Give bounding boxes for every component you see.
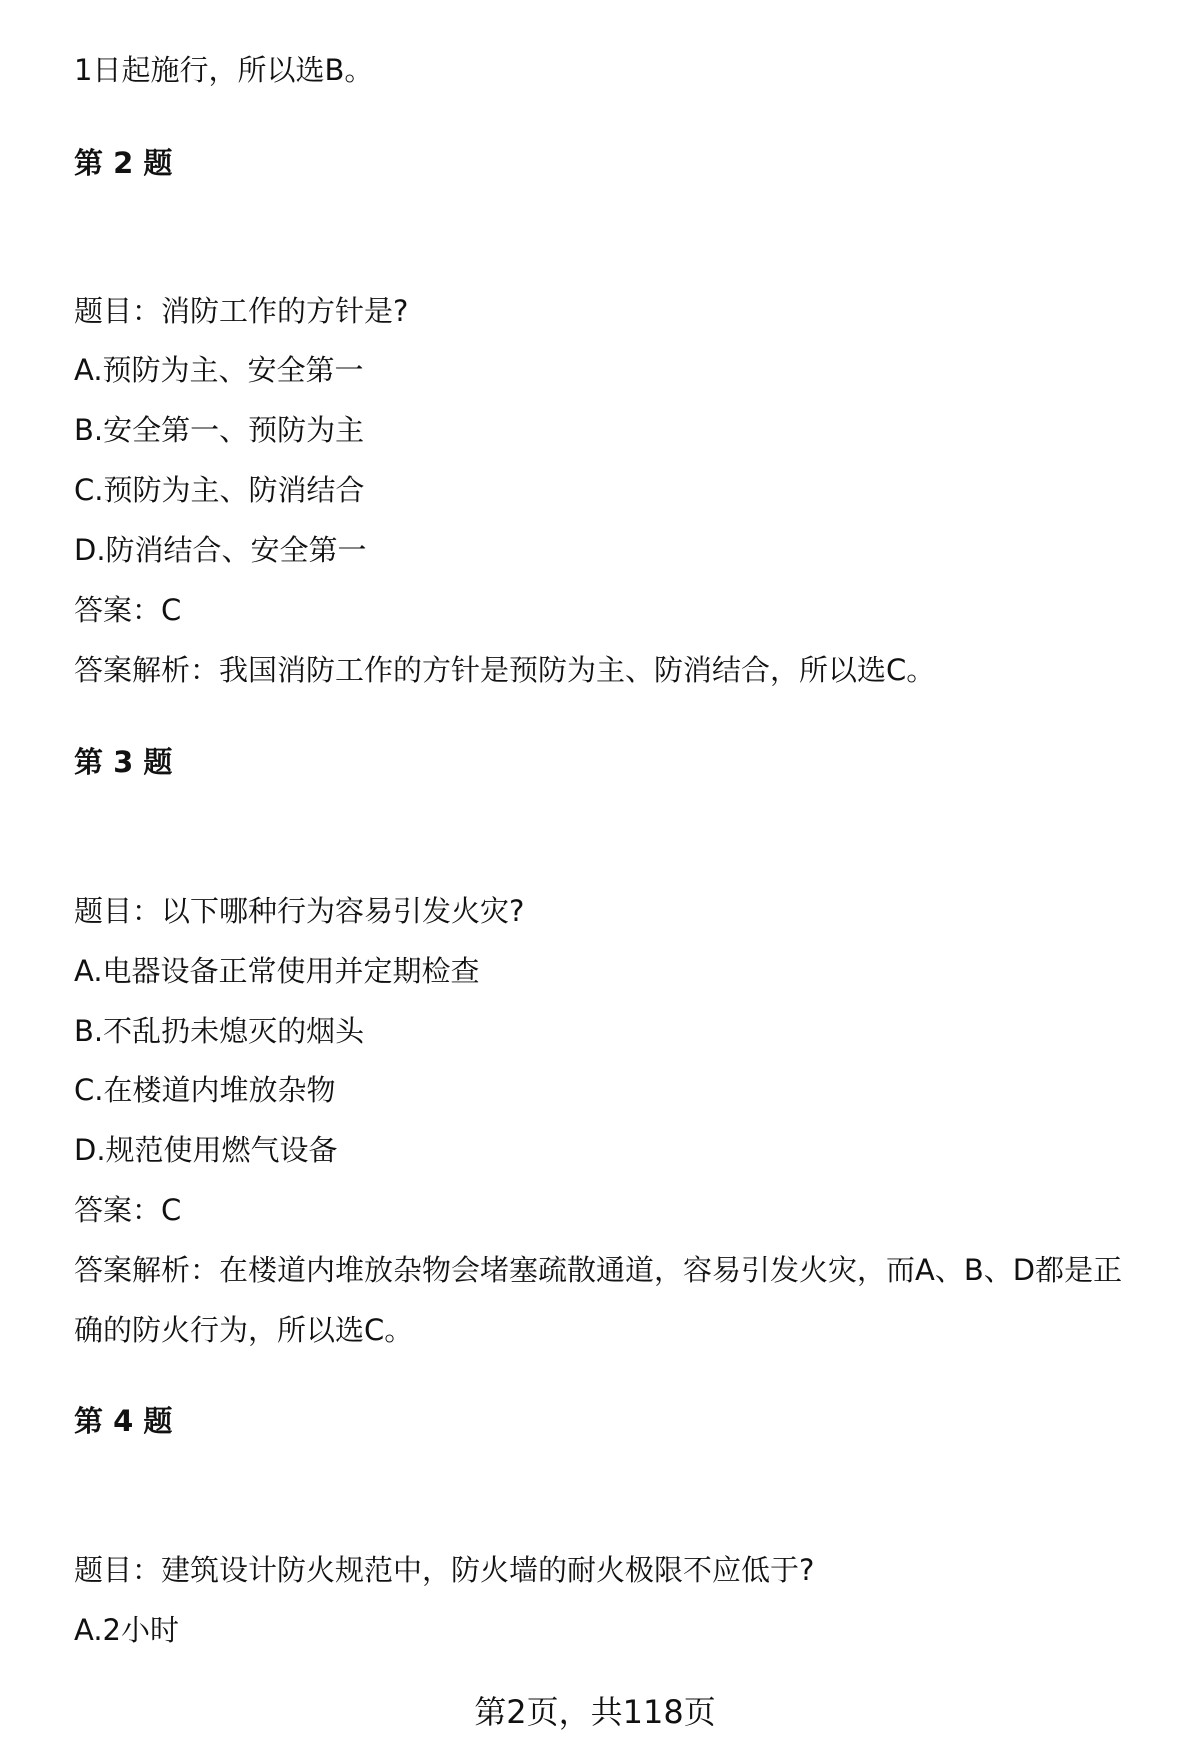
question-heading: 第 3 题 [74, 745, 173, 779]
option-a: A.2小时 [74, 1613, 179, 1647]
option-b: B.不乱扔未熄灭的烟头 [74, 1014, 365, 1048]
option-a: A.预防为主、安全第一 [74, 353, 364, 387]
option-d: D.防消结合、安全第一 [74, 533, 367, 567]
question-heading: 第 4 题 [74, 1404, 173, 1438]
question-title: 题目：建筑设计防火规范中，防火墙的耐火极限不应低于? [74, 1553, 815, 1587]
answer-text: 答案：C [74, 1193, 182, 1227]
question-heading: 第 2 题 [74, 146, 173, 180]
option-c: C.在楼道内堆放杂物 [74, 1073, 336, 1107]
option-a: A.电器设备正常使用并定期检查 [74, 954, 480, 988]
question-title: 题目：消防工作的方针是? [74, 294, 409, 328]
answer-text: 答案：C [74, 593, 182, 627]
analysis-text: 答案解析：我国消防工作的方针是预防为主、防消结合，所以选C。 [74, 653, 936, 687]
analysis-text: 答案解析：在楼道内堆放杂物会堵塞疏散通道，容易引发火灾，而A、B、D都是正 [74, 1253, 1123, 1287]
option-d: D.规范使用燃气设备 [74, 1133, 338, 1167]
option-b: B.安全第一、预防为主 [74, 413, 365, 447]
question-title: 题目：以下哪种行为容易引发火灾? [74, 894, 525, 928]
analysis-text-continued: 确的防火行为，所以选C。 [74, 1313, 414, 1347]
page-number-footer: 第2页，共118页 [474, 1693, 716, 1731]
continued-analysis-text: 1日起施行，所以选B。 [74, 53, 374, 87]
option-c: C.预防为主、防消结合 [74, 473, 365, 507]
